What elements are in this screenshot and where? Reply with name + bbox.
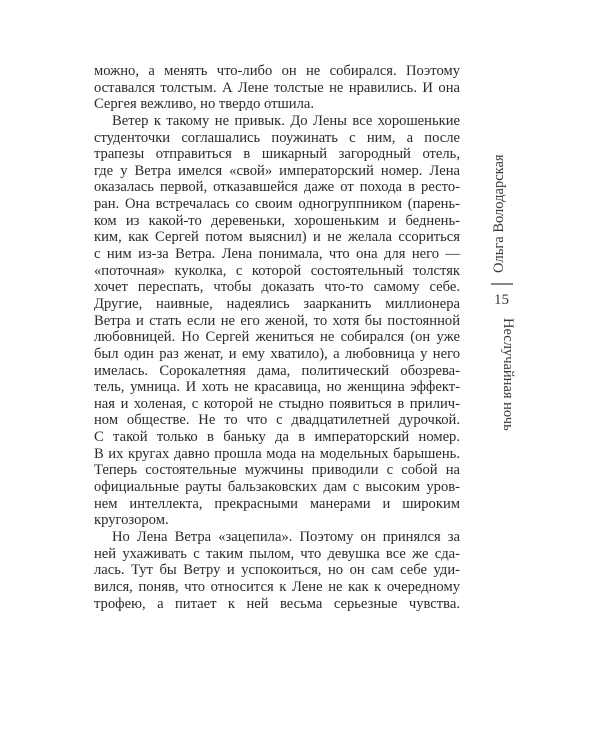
- text-line: В их кругах давно прошла мода на модельных барышень.: [94, 445, 460, 462]
- text-line: Ветер к такому не привык. До Лены все хорошенькие: [112, 112, 460, 129]
- text-line: с ним из-за Ветра. Лена понимала, что она для него —: [94, 246, 460, 263]
- text-line: имелась. Сорокалетняя дама, политический обозрева-: [94, 362, 460, 379]
- text-line: хочет переспать, чтобы доказать что-то самому себе.: [94, 279, 460, 296]
- text-line: Теперь состоятельные мужчины приводили с собой на: [94, 462, 460, 479]
- text-line: нем интеллекта, прекрасными манерами и широким: [94, 495, 460, 512]
- text-line: Но Лена Ветра «зацепила». Поэтому он принялся за: [112, 528, 460, 545]
- text-line: ран. Она встречалась со своим одногруппником (парень-: [94, 196, 460, 213]
- body-text: [94, 63, 460, 612]
- text-line: любовницей. Но Сергей жениться не собирался (он уже: [94, 329, 460, 346]
- text-line: ном обществе. Не то что с двадцатилетней дурочкой.: [94, 412, 460, 429]
- text-line: где у Ветра имелся «свой» императорский номер. Лена: [94, 162, 460, 179]
- text-line: С такой только в баньку да в императорский номер.: [94, 429, 460, 446]
- text-line: оставался толстым. А Лене толстые не нравились. И она: [94, 79, 460, 96]
- text-line: был один раз женат, и ему хватило), а любовница у него: [94, 345, 460, 362]
- running-head-book-title: Неслучайная ночь: [500, 318, 516, 431]
- text-line: Ветра и стать если не его женой, то хотя бы постоянной: [94, 312, 460, 329]
- running-head-divider: [491, 283, 513, 285]
- text-line: ней ухаживать с таким пылом, что девушка все же сда-: [94, 545, 460, 562]
- text-line: оказалась первой, отказавшейся даже от похода в ресто-: [94, 179, 460, 196]
- text-line: ная и холеная, с которой не стыдно появиться в прилич-: [94, 395, 460, 412]
- text-line: официальные рауты бальзаковских дам с высоким уров-: [94, 479, 460, 496]
- text-line: трапезы отправиться в шикарный загородный отель,: [94, 146, 460, 163]
- text-line: трофею, а питает к ней весьма серьезные чувства.: [94, 595, 460, 612]
- text-line: ком из какой-то деревеньки, хорошеньким и беднень-: [94, 212, 460, 229]
- text-line: тель, умница. И хоть не красавица, но женщина эффект-: [94, 379, 460, 396]
- text-line: кругозором.: [94, 512, 169, 529]
- text-line: ким, как Сергей потом выяснил) и не желала ссориться: [94, 229, 460, 246]
- text-line: Другие, наивные, надеялись заарканить миллионера: [94, 295, 460, 312]
- text-line: можно, а менять что-либо он не собирался. Поэтому: [94, 63, 460, 79]
- text-line: вился, поняв, что относится к Лене не как к очередному: [94, 578, 460, 595]
- running-head-author: Ольга Володарская: [491, 154, 507, 273]
- text-line: студенточки соглашались поужинать с ним, а после: [94, 129, 460, 146]
- page-number: 15: [494, 292, 509, 308]
- text-line: Сергея вежливо, но твердо отшила.: [94, 96, 314, 113]
- text-line: лась. Тут бы Ветру и успокоиться, но он сам себе уди-: [94, 562, 460, 579]
- text-line: «поточная» куколка, с которой состоятельный толстяк: [94, 262, 460, 279]
